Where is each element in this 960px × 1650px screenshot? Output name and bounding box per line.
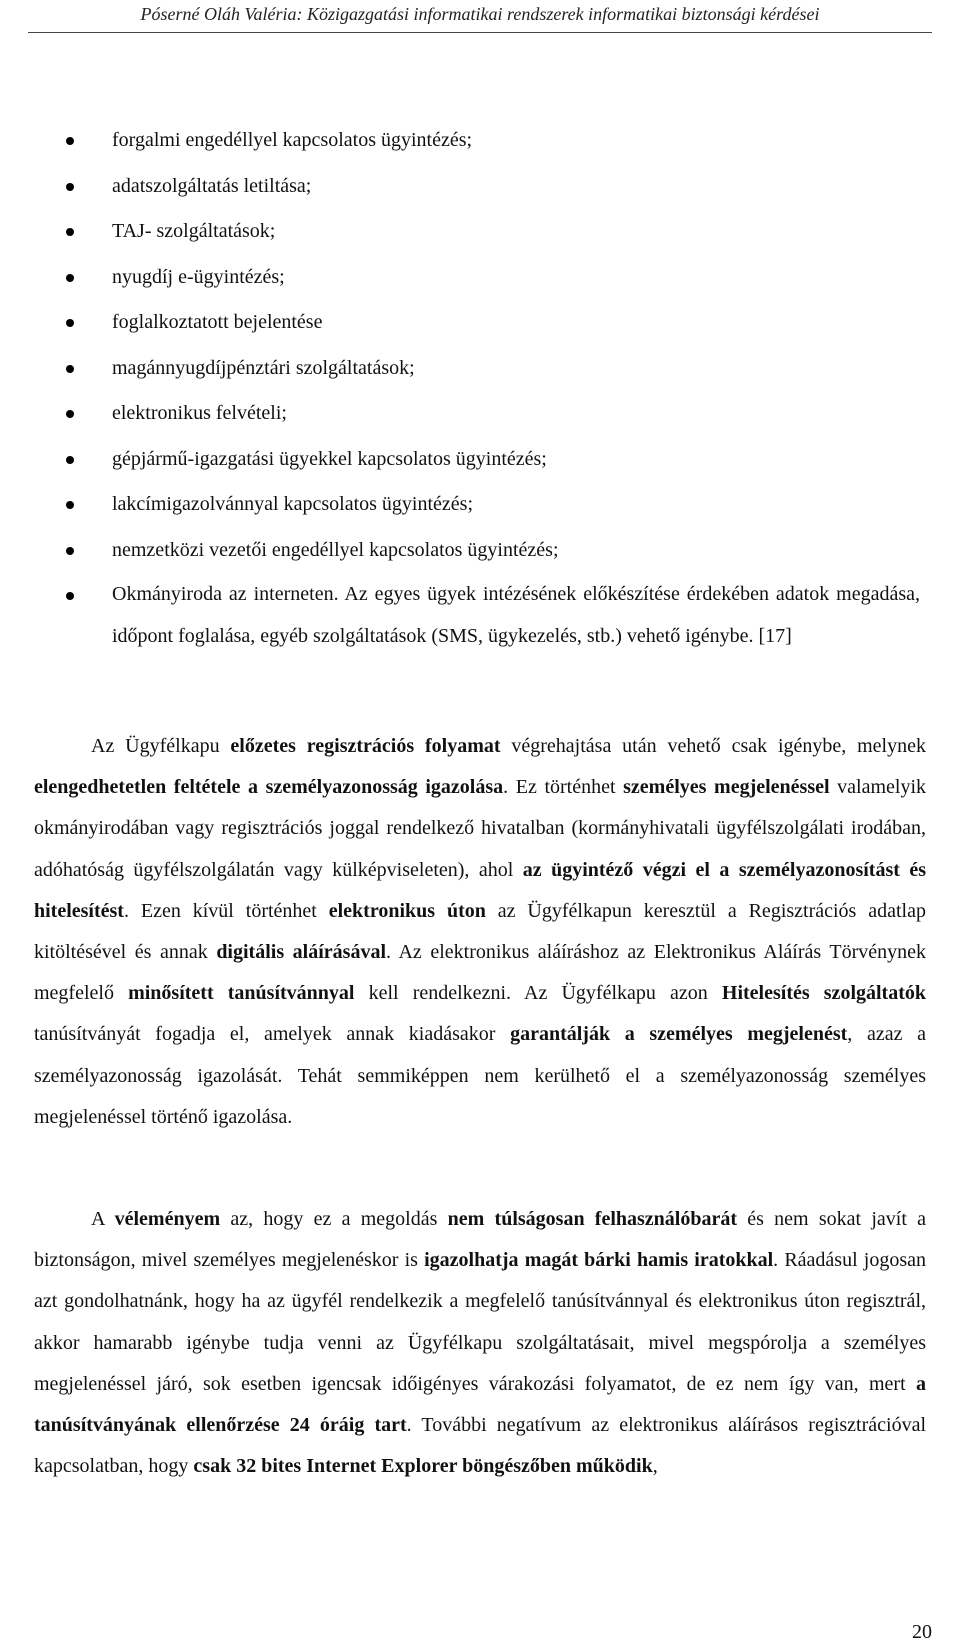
text-run-bold: elektronikus úton xyxy=(328,899,486,922)
text-run-bold: digitális aláírásával xyxy=(216,941,387,964)
text-run-bold: előzetes regisztrációs folyamat xyxy=(230,735,501,757)
bullet-icon xyxy=(66,137,74,145)
text-run-bold: véleményem xyxy=(114,1208,221,1230)
text-run: . Ráadásul jogosan azt gondolhatnánk, hogy ha az ügyfél rendelkezik a megfelelő tanúsítvánnyal és elektronikus úton regisztrál, akkor hamarabb igénybe tudja venni az Ügyfélkapu szolgáltatásait, mivel megspórolja a személyes megjelenéssel járó, sok esetben igencsak időigényes várakozási folyamatot, de ez nem így van, mert xyxy=(34,1249,927,1395)
text-run: . Az elektronikus aláíráshoz az Elektronikus Aláírás Törvénynek megfelelő xyxy=(34,941,927,1005)
list-item xyxy=(0,209,960,255)
paragraph-opinion xyxy=(34,1199,926,1487)
list-item xyxy=(0,482,960,528)
list-item xyxy=(0,300,960,346)
text-run: . További negatívum az elektronikus aláírásos regisztrációval kapcsolatban, hogy xyxy=(34,1414,927,1478)
list-item-text: adatszolgáltatás letiltása; xyxy=(112,174,312,197)
text-run-bold: garantálják a személyes megjelenést xyxy=(510,1023,848,1046)
page-number: 20 xyxy=(912,1621,932,1643)
text-run-bold: személyes megjelenéssel xyxy=(623,776,830,799)
text-run-bold: minősített tanúsítvánnyal xyxy=(128,982,355,1005)
list-item-text: nyugdíj e-ügyintézés; xyxy=(112,265,285,288)
bullet-icon xyxy=(66,274,74,282)
list-item-text: magánnyugdíjpénztári szolgáltatások; xyxy=(112,356,415,379)
list-item-text: Okmányiroda az interneten. Az egyes ügyek intézésének előkészítése érdekében adatok megadása, időpont foglalása, egyéb szolgáltatások (SMS, ügykezelés, stb.) vehető igénybe. [17] xyxy=(112,583,920,647)
text-run-bold: nem túlságosan felhasználóbarát xyxy=(447,1208,738,1230)
bullet-icon xyxy=(66,547,74,555)
text-run: tanúsítványát fogadja el, amelyek annak kiadásakor xyxy=(34,1023,511,1046)
bullet-icon xyxy=(66,456,74,464)
text-run: kell rendelkezni. Az Ügyfélkapu azon xyxy=(354,982,722,1005)
text-run: és nem sokat javít a biztonságon, mivel személyes megjelenéskor is xyxy=(34,1208,926,1272)
paragraph-ugyfelkapu-registration xyxy=(34,726,926,1138)
list-item xyxy=(0,573,960,657)
text-run: . Ezen kívül történhet xyxy=(123,899,329,922)
list-item-text: lakcímigazolvánnyal kapcsolatos ügyintézés; xyxy=(112,493,473,515)
list-item xyxy=(0,118,960,164)
text-run: az Ügyfélkapun keresztül a Regisztrációs adatlap kitöltésével és annak xyxy=(34,899,926,964)
text-run: . Ez történhet xyxy=(503,776,624,799)
bullet-icon xyxy=(66,228,74,236)
bullet-icon xyxy=(66,501,74,509)
list-item xyxy=(0,346,960,392)
list-item xyxy=(0,164,960,210)
list-item-text: TAJ- szolgáltatások; xyxy=(112,220,276,242)
list-item-text: elektronikus felvételi; xyxy=(112,402,287,424)
text-run-bold: az ügyintéző végzi el a személyazonosítást és hitelesítést xyxy=(34,858,926,922)
bullet-icon xyxy=(66,410,74,418)
text-run: az, hogy ez a megoldás xyxy=(220,1208,448,1230)
bullet-icon xyxy=(66,592,74,600)
text-run: Az Ügyfélkapu xyxy=(91,735,231,757)
bullet-icon xyxy=(66,183,74,191)
text-run-bold: a tanúsítványának ellenőrzése 24 óráig tart xyxy=(34,1372,926,1437)
list-item xyxy=(0,255,960,301)
list-item-text: forgalmi engedéllyel kapcsolatos ügyintézés; xyxy=(112,129,473,151)
text-run-bold: Hitelesítés szolgáltatók xyxy=(721,982,926,1005)
text-run-bold: igazolhatja magát bárki hamis iratokkal xyxy=(424,1249,774,1272)
list-item-text: nemzetközi vezetői engedéllyel kapcsolatos ügyintézés; xyxy=(112,538,559,561)
running-header: Póserné Oláh Valéria: Közigazgatási informatikai rendszerek informatikai biztonsági kérdései xyxy=(140,4,820,24)
service-bullet-list xyxy=(0,118,960,657)
bullet-icon xyxy=(66,319,74,327)
text-run-bold: csak 32 bites Internet Explorer böngészőben működik xyxy=(193,1455,653,1478)
text-run: valamelyik okmányirodában vagy regisztrációs joggal rendelkező hivatalban (kormányhivatali ügyfélszolgálati irodában, adóhatóság ügyfélszolgálatán vagy külképviseleten), ahol xyxy=(34,776,927,881)
text-run: végrehajtása után vehető csak igénybe, melynek xyxy=(500,735,926,757)
text-run: , azaz a személyazonosság igazolását. Tehát semmiképpen nem kerülhető el a személyazonosság személyes megjelenéssel történő igazolása. xyxy=(34,1023,926,1128)
text-run-bold: elengedhetetlen feltétele a személyazonosság igazolása xyxy=(34,776,504,799)
text-run: A xyxy=(91,1208,115,1230)
list-item xyxy=(0,528,960,574)
text-run: , xyxy=(652,1455,658,1478)
list-item-text: foglalkoztatott bejelentése xyxy=(112,311,323,333)
bullet-icon xyxy=(66,365,74,373)
list-item xyxy=(0,391,960,437)
list-item xyxy=(0,437,960,483)
list-item-text: gépjármű-igazgatási ügyekkel kapcsolatos ügyintézés; xyxy=(112,447,547,470)
header-rule xyxy=(28,32,932,33)
